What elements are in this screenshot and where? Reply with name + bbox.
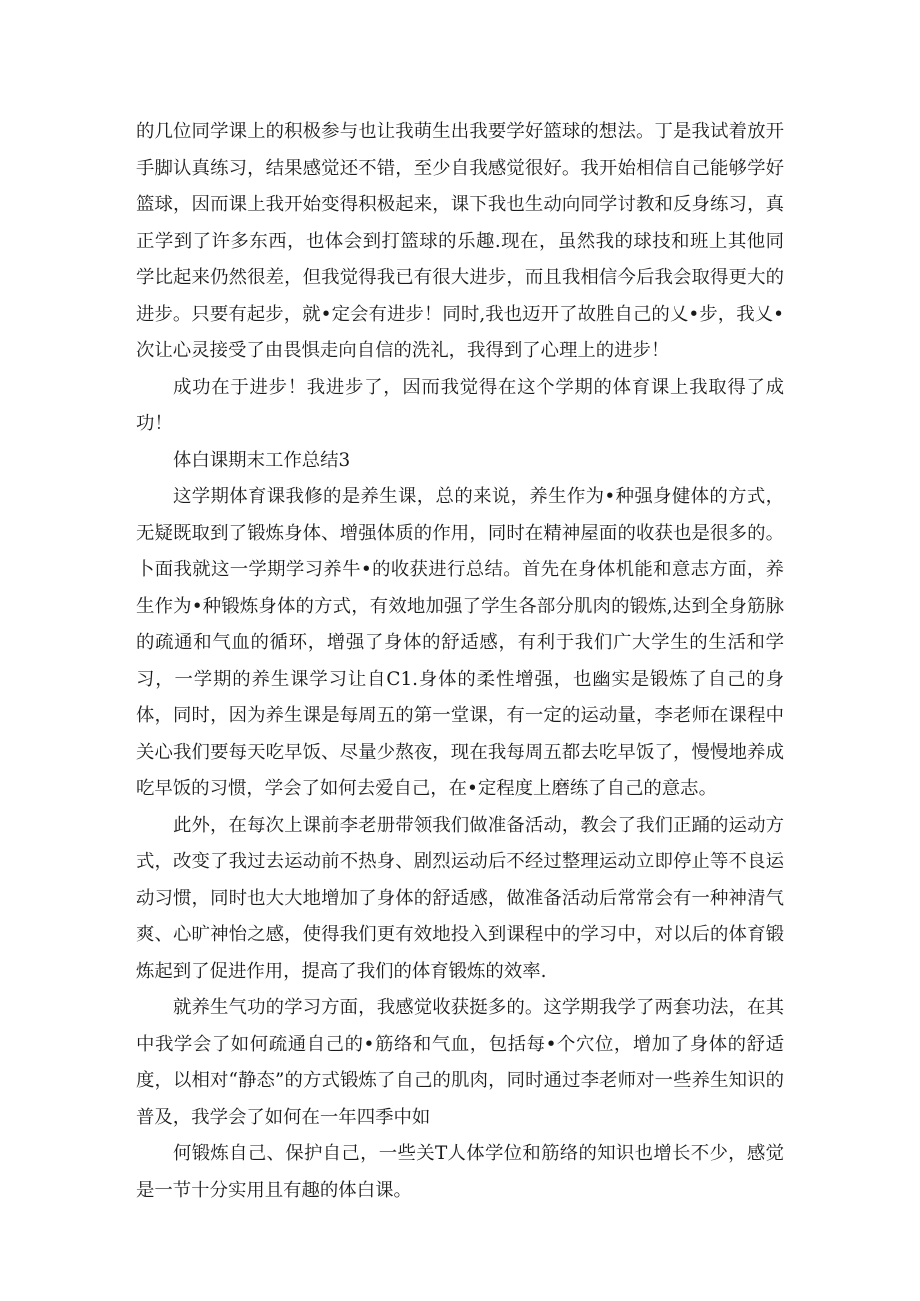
- paragraph-4: 这学期体育课我修的是养生课，总的来说，养生作为•种强身健体的方式，无疑既取到了锻炼身体、增强体质的作用，同时在精神屋面的收获也是很多的。卜面我就这一学期学习养牛•的收获进行总结。首先在身体机能和意志方面，养生作为•种锻炼身体的方式，有效地加强了学生各部分肌肉的锻炼,达到全身筋脉的疏通和气血的循环，增强了身体的舒适感，有利于我们广大学生的生活和学习，一学期的养生课学习让自C1.身体的柔性增强，也幽实是锻炼了自己的身体，同时，因为养生课是每周五的第一堂课，有一定的运动量，李老师在课程中关心我们要每天吃早饭、尽量少熬夜，现在我每周五都去吃早饭了，慢慢地养成吃早饭的习惯，学会了如何去爱自己，在•定程度上磨练了自己的意志。: [136, 486, 784, 799]
- paragraph-7: 何锻炼自己、保护自己，一些关T人体学位和筋络的知识也增长不少，感觉是一节十分实用且有趣的体白课。: [136, 1143, 784, 1201]
- paragraph-1: 的几位同学课上的积极参与也让我萌生出我要学好篮球的想法。丁是我试着放开手脚认真练习，结果感觉还不错，至少自我感觉很好。我开始相信自己能够学好篮球，因而课上我开始变得积极起来，课下我也生动向同学讨教和反身练习，真正学到了许多东西，也体会到打篮球的乐趣.现在，虽然我的球技和班上其他同学比起来仍然很差，但我觉得我已有很大进步，而且我相信今后我会取得更大的进步。只要有起步，就•定会有进步！同时,我也迈开了故胜自己的乂•步，我乂•次让心灵接受了由畏惧走向自信的洗礼，我得到了心理上的进步！: [136, 121, 784, 361]
- document-body: [136, 114, 784, 1209]
- paragraph-6: 就养生气功的学习方面，我感觉收获挺多的。这学期我学了两套功法，在其中我学会了如何疏通自己的•筋络和气血，包括每•个穴位，增加了身体的舒适度，以相对“静态”的方式锻炼了自己的肌肉，同时通过李老师对一些养生知识的普及，我学会了如何在一年四季中如: [136, 997, 784, 1128]
- section-heading: 体白课期末工作总结3: [173, 449, 351, 471]
- paragraph-2: 成功在于进步！我进步了，因而我觉得在这个学期的体育课上我取得了成功！: [136, 376, 784, 434]
- paragraph-5: 此外，在每次上课前李老册带领我们做准备活动，教会了我们正踊的运动方式，改变了我过去运动前不热身、剧烈运动后不经过整理运动立即停止等不良运动习惯，同时也大大地增加了身体的舒适感，做准备活动后常常会有一种神清气爽、心旷神怡之感，使得我们更有效地投入到课程中的学习中，对以后的体育锻炼起到了促进作用，提高了我们的体育锻炼的效率.: [136, 814, 784, 982]
